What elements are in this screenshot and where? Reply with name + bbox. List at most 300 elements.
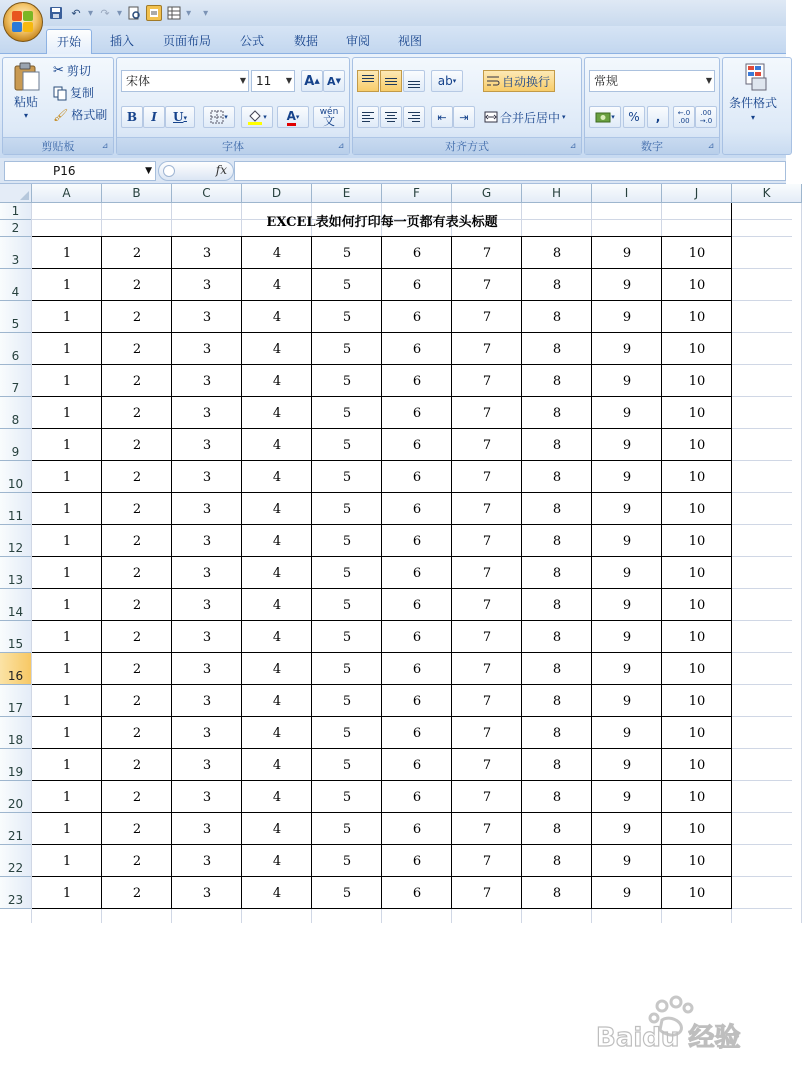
table-cell[interactable]: 2 (132, 598, 142, 613)
table-cell[interactable]: 5 (342, 470, 352, 485)
tab-home[interactable]: 开始 (46, 29, 92, 54)
table-cell[interactable]: 2 (132, 758, 142, 773)
row-header-9[interactable]: 9 (0, 429, 32, 461)
wrap-text-button[interactable] (483, 70, 555, 92)
table-cell[interactable]: 9 (622, 854, 632, 869)
select-all-button[interactable] (0, 184, 32, 203)
table-cell[interactable]: 2 (132, 886, 142, 901)
table-cell[interactable]: 4 (272, 694, 282, 709)
table-cell[interactable]: 1 (62, 246, 72, 261)
column-header-c[interactable]: C (172, 184, 242, 203)
column-header-f[interactable]: F (382, 184, 452, 203)
table-cell[interactable]: 7 (482, 278, 492, 293)
table-cell[interactable]: 8 (552, 630, 562, 645)
phonetic-button[interactable]: wén 文 (313, 106, 345, 128)
table-cell[interactable]: 3 (202, 502, 212, 517)
table-cell[interactable]: 7 (482, 630, 492, 645)
table-cell[interactable]: 4 (272, 886, 282, 901)
table-cell[interactable]: 8 (552, 886, 562, 901)
table-cell[interactable]: 3 (202, 278, 212, 293)
table-cell[interactable]: 5 (342, 374, 352, 389)
table-cell[interactable]: 1 (62, 438, 72, 453)
table-cell[interactable]: 5 (342, 886, 352, 901)
middle-align-button[interactable] (380, 70, 402, 92)
table-cell[interactable]: 9 (622, 278, 632, 293)
table-cell[interactable]: 4 (272, 310, 282, 325)
bold-button[interactable] (121, 106, 143, 128)
table-cell[interactable]: 8 (552, 790, 562, 805)
redo-dropdown-icon[interactable]: ▾ (117, 7, 123, 19)
italic-button[interactable] (143, 106, 165, 128)
table-cell[interactable]: 6 (412, 630, 422, 645)
table-cell[interactable]: 1 (62, 758, 72, 773)
table-cell[interactable]: 4 (272, 406, 282, 421)
fill-color-button[interactable]: ▾ (241, 106, 273, 128)
copy-button[interactable] (53, 84, 94, 101)
table-cell[interactable]: 2 (132, 534, 142, 549)
table-cell[interactable]: 5 (342, 246, 352, 261)
table-cell[interactable]: 1 (62, 534, 72, 549)
form-icon[interactable] (146, 5, 162, 21)
align-center-button[interactable] (380, 106, 402, 128)
table-cell[interactable]: 5 (342, 310, 352, 325)
table-cell[interactable]: 3 (202, 566, 212, 581)
borders-button[interactable]: ▾ (203, 106, 235, 128)
table-cell[interactable]: 2 (132, 630, 142, 645)
table-cell[interactable]: 1 (62, 406, 72, 421)
comma-button[interactable] (647, 106, 669, 128)
table-cell[interactable]: 10 (688, 406, 706, 421)
percent-button[interactable] (623, 106, 645, 128)
tab-data[interactable]: 数据 (293, 34, 318, 48)
table-cell[interactable]: 3 (202, 758, 212, 773)
table-cell[interactable]: 7 (482, 406, 492, 421)
row-header-22[interactable]: 22 (0, 845, 32, 877)
table-cell[interactable]: 8 (552, 310, 562, 325)
table-cell[interactable]: 5 (342, 534, 352, 549)
table-cell[interactable]: 7 (482, 822, 492, 837)
tab-review[interactable]: 审阅 (345, 34, 370, 48)
table-cell[interactable]: 9 (622, 406, 632, 421)
table-cell[interactable]: 3 (202, 630, 212, 645)
table-cell[interactable]: 3 (202, 790, 212, 805)
table-cell[interactable]: 9 (622, 470, 632, 485)
table-cell[interactable]: 1 (62, 566, 72, 581)
table-cell[interactable]: 10 (688, 470, 706, 485)
table-cell[interactable]: 10 (688, 310, 706, 325)
row-header-20[interactable]: 20 (0, 781, 32, 813)
table-cell[interactable]: 10 (688, 598, 706, 613)
column-header-i[interactable]: I (592, 184, 662, 203)
table-cell[interactable]: 9 (622, 726, 632, 741)
table-cell[interactable]: 4 (272, 758, 282, 773)
table-cell[interactable]: 9 (622, 662, 632, 677)
number-launcher-icon[interactable]: ⊿ (707, 141, 715, 150)
align-right-button[interactable] (403, 106, 425, 128)
table-cell[interactable]: 9 (622, 598, 632, 613)
table-cell[interactable]: 6 (412, 854, 422, 869)
row-header-10[interactable]: 10 (0, 461, 32, 493)
table-cell[interactable]: 10 (688, 278, 706, 293)
column-header-h[interactable]: H (522, 184, 592, 203)
table-cell[interactable]: 4 (272, 726, 282, 741)
column-header-k[interactable]: K (732, 184, 802, 203)
table-cell[interactable]: 5 (342, 278, 352, 293)
table-cell[interactable]: 5 (342, 342, 352, 357)
table-cell[interactable]: 7 (482, 310, 492, 325)
table-cell[interactable]: 6 (412, 758, 422, 773)
table-cell[interactable]: 3 (202, 374, 212, 389)
shrink-font-button[interactable]: A ▼ (323, 70, 345, 92)
table-cell[interactable]: 2 (132, 662, 142, 677)
table-cell[interactable]: 4 (272, 246, 282, 261)
alignment-launcher-icon[interactable]: ⊿ (569, 141, 577, 150)
table-cell[interactable]: 2 (132, 502, 142, 517)
table-cell[interactable]: 10 (688, 662, 706, 677)
table-cell[interactable]: 4 (272, 534, 282, 549)
table-title[interactable]: EXCEL表如何打印每一页都有表头标题 (266, 214, 498, 230)
table-cell[interactable]: 3 (202, 726, 212, 741)
table-cell[interactable]: 4 (272, 790, 282, 805)
table-cell[interactable]: 3 (202, 470, 212, 485)
table-cell[interactable]: 5 (342, 726, 352, 741)
table-cell[interactable]: 6 (412, 694, 422, 709)
table-cell[interactable]: 3 (202, 598, 212, 613)
table-cell[interactable]: 3 (202, 854, 212, 869)
table-cell[interactable]: 4 (272, 502, 282, 517)
table-cell[interactable]: 3 (202, 406, 212, 421)
table-cell[interactable]: 9 (622, 310, 632, 325)
column-header-e[interactable]: E (312, 184, 382, 203)
tab-formulas[interactable]: 公式 (239, 34, 264, 48)
undo-icon[interactable]: ↶ (71, 6, 81, 20)
table-cell[interactable]: 7 (482, 342, 492, 357)
conditional-format-button[interactable] (729, 62, 777, 122)
table-cell[interactable]: 6 (412, 406, 422, 421)
table-cell[interactable]: 10 (688, 726, 706, 741)
table-cell[interactable]: 5 (342, 822, 352, 837)
table-cell[interactable]: 8 (552, 726, 562, 741)
table-cell[interactable]: 2 (132, 438, 142, 453)
table-cell[interactable]: 6 (412, 566, 422, 581)
table-cell[interactable]: 1 (62, 470, 72, 485)
table-cell[interactable]: 10 (688, 534, 706, 549)
table-cell[interactable]: 10 (688, 790, 706, 805)
office-button[interactable] (3, 2, 43, 42)
grow-font-button[interactable]: A ▲ (301, 70, 323, 92)
table-cell[interactable]: 8 (552, 566, 562, 581)
table-dropdown-icon[interactable]: ▾ (186, 7, 192, 19)
table-cell[interactable]: 9 (622, 790, 632, 805)
table-cell[interactable]: 4 (272, 822, 282, 837)
table-cell[interactable]: 8 (552, 662, 562, 677)
formula-input[interactable] (234, 161, 786, 181)
table-cell[interactable]: 8 (552, 406, 562, 421)
tab-page-layout[interactable]: 页面布局 (162, 34, 211, 48)
merge-center-button[interactable]: 合并后居中 ▾ (483, 106, 577, 128)
table-cell[interactable]: 8 (552, 470, 562, 485)
table-cell[interactable]: 7 (482, 758, 492, 773)
table-cell[interactable]: 7 (482, 790, 492, 805)
table-cell[interactable]: 9 (622, 694, 632, 709)
print-preview-icon[interactable] (126, 5, 142, 21)
format-painter-button[interactable] (53, 106, 107, 123)
font-launcher-icon[interactable]: ⊿ (337, 141, 345, 150)
table-cell[interactable]: 3 (202, 886, 212, 901)
table-cell[interactable]: 3 (202, 534, 212, 549)
row-header-14[interactable]: 14 (0, 589, 32, 621)
table-cell[interactable]: 2 (132, 566, 142, 581)
table-cell[interactable]: 2 (132, 694, 142, 709)
decrease-indent-button[interactable] (431, 106, 453, 128)
table-cell[interactable]: 2 (132, 310, 142, 325)
table-cell[interactable]: 9 (622, 822, 632, 837)
table-cell[interactable]: 4 (272, 598, 282, 613)
table-cell[interactable]: 5 (342, 438, 352, 453)
table-cell[interactable]: 9 (622, 886, 632, 901)
table-cell[interactable]: 3 (202, 694, 212, 709)
column-header-d[interactable]: D (242, 184, 312, 203)
table-cell[interactable]: 6 (412, 502, 422, 517)
table-cell[interactable]: 7 (482, 246, 492, 261)
table-cell[interactable]: 1 (62, 662, 72, 677)
table-cell[interactable]: 6 (412, 662, 422, 677)
table-cell[interactable]: 2 (132, 854, 142, 869)
table-cell[interactable]: 10 (688, 246, 706, 261)
table-cell[interactable]: 5 (342, 694, 352, 709)
table-cell[interactable]: 1 (62, 630, 72, 645)
table-cell[interactable]: 1 (62, 502, 72, 517)
cell-grid[interactable] (32, 203, 792, 903)
table-cell[interactable]: 4 (272, 278, 282, 293)
table-cell[interactable]: 5 (342, 662, 352, 677)
table-cell[interactable]: 6 (412, 822, 422, 837)
column-header-j[interactable]: J (662, 184, 732, 203)
table-cell[interactable]: 3 (202, 246, 212, 261)
table-cell[interactable]: 2 (132, 470, 142, 485)
table-cell[interactable]: 6 (412, 374, 422, 389)
table-cell[interactable]: 6 (412, 342, 422, 357)
table-cell[interactable]: 9 (622, 502, 632, 517)
table-cell[interactable]: 6 (412, 470, 422, 485)
row-header-3[interactable]: 3 (0, 237, 32, 269)
table-cell[interactable]: 10 (688, 822, 706, 837)
table-cell[interactable]: 2 (132, 822, 142, 837)
table-cell[interactable]: 1 (62, 278, 72, 293)
table-cell[interactable]: 5 (342, 854, 352, 869)
table-cell[interactable]: 5 (342, 598, 352, 613)
customize-icon[interactable]: ▾ (203, 7, 209, 19)
font-size-select[interactable] (251, 70, 295, 92)
table-cell[interactable]: 8 (552, 502, 562, 517)
cut-button[interactable] (53, 62, 91, 79)
table-cell[interactable]: 1 (62, 374, 72, 389)
table-cell[interactable]: 4 (272, 342, 282, 357)
table-cell[interactable]: 10 (688, 502, 706, 517)
table-cell[interactable]: 7 (482, 694, 492, 709)
table-cell[interactable]: 8 (552, 534, 562, 549)
font-color-button[interactable]: A ▾ (277, 106, 309, 128)
column-header-g[interactable]: G (452, 184, 522, 203)
table-cell[interactable]: 6 (412, 598, 422, 613)
table-cell[interactable]: 10 (688, 566, 706, 581)
table-icon[interactable] (166, 5, 182, 21)
table-cell[interactable]: 3 (202, 822, 212, 837)
decrease-decimal-button[interactable] (695, 106, 717, 128)
save-icon[interactable] (48, 5, 64, 21)
row-header-13[interactable]: 13 (0, 557, 32, 589)
column-header-a[interactable]: A (32, 184, 102, 203)
increase-decimal-button[interactable] (673, 106, 695, 128)
table-cell[interactable]: 3 (202, 310, 212, 325)
table-cell[interactable]: 1 (62, 310, 72, 325)
table-cell[interactable]: 1 (62, 342, 72, 357)
bottom-align-button[interactable] (403, 70, 425, 92)
row-header-18[interactable]: 18 (0, 717, 32, 749)
table-cell[interactable]: 10 (688, 630, 706, 645)
table-cell[interactable]: 9 (622, 246, 632, 261)
tab-view[interactable]: 视图 (397, 34, 422, 48)
increase-indent-button[interactable] (453, 106, 475, 128)
table-cell[interactable]: 2 (132, 406, 142, 421)
table-cell[interactable]: 8 (552, 438, 562, 453)
table-cell[interactable]: 7 (482, 502, 492, 517)
row-header-1[interactable]: 1 (0, 203, 32, 220)
table-cell[interactable]: 8 (552, 342, 562, 357)
table-cell[interactable]: 5 (342, 758, 352, 773)
redo-icon[interactable]: ↷ (100, 6, 110, 20)
table-cell[interactable]: 7 (482, 598, 492, 613)
table-cell[interactable]: 6 (412, 886, 422, 901)
table-cell[interactable]: 5 (342, 406, 352, 421)
name-box[interactable] (4, 161, 156, 181)
table-cell[interactable]: 2 (132, 278, 142, 293)
table-cell[interactable]: 1 (62, 726, 72, 741)
row-header-17[interactable]: 17 (0, 685, 32, 717)
table-cell[interactable]: 2 (132, 790, 142, 805)
table-cell[interactable]: 10 (688, 886, 706, 901)
table-cell[interactable]: 5 (342, 502, 352, 517)
table-cell[interactable]: 6 (412, 790, 422, 805)
row-header-6[interactable]: 6 (0, 333, 32, 365)
table-cell[interactable]: 5 (342, 790, 352, 805)
table-cell[interactable]: 6 (412, 534, 422, 549)
table-cell[interactable]: 2 (132, 726, 142, 741)
table-cell[interactable]: 8 (552, 694, 562, 709)
table-cell[interactable]: 7 (482, 470, 492, 485)
table-cell[interactable]: 2 (132, 246, 142, 261)
table-cell[interactable]: 8 (552, 598, 562, 613)
table-cell[interactable]: 9 (622, 342, 632, 357)
row-header-16[interactable]: 16 (0, 653, 32, 685)
paste-button[interactable] (9, 62, 43, 120)
underline-button[interactable]: U ▾ (165, 106, 195, 128)
table-cell[interactable]: 10 (688, 854, 706, 869)
number-format-select[interactable] (589, 70, 715, 92)
table-cell[interactable]: 7 (482, 662, 492, 677)
table-cell[interactable]: 6 (412, 310, 422, 325)
table-cell[interactable]: 4 (272, 438, 282, 453)
orientation-button[interactable]: ab ▾ (431, 70, 463, 92)
table-cell[interactable]: 8 (552, 758, 562, 773)
row-header-4[interactable]: 4 (0, 269, 32, 301)
row-header-2[interactable]: 2 (0, 220, 32, 237)
table-cell[interactable]: 6 (412, 246, 422, 261)
table-cell[interactable]: 6 (412, 726, 422, 741)
table-cell[interactable]: 7 (482, 566, 492, 581)
table-cell[interactable]: 2 (132, 374, 142, 389)
table-cell[interactable]: 1 (62, 886, 72, 901)
resize-handle-icon[interactable] (163, 165, 175, 177)
table-cell[interactable]: 8 (552, 374, 562, 389)
undo-dropdown-icon[interactable]: ▾ (88, 7, 94, 19)
row-header-23[interactable]: 23 (0, 877, 32, 909)
column-header-b[interactable]: B (102, 184, 172, 203)
table-cell[interactable]: 6 (412, 438, 422, 453)
table-cell[interactable]: 6 (412, 278, 422, 293)
table-cell[interactable]: 1 (62, 790, 72, 805)
table-cell[interactable]: 10 (688, 438, 706, 453)
table-cell[interactable]: 8 (552, 278, 562, 293)
table-cell[interactable]: 1 (62, 694, 72, 709)
top-align-button[interactable] (357, 70, 379, 92)
row-header-19[interactable]: 19 (0, 749, 32, 781)
row-header-8[interactable]: 8 (0, 397, 32, 429)
table-cell[interactable]: 1 (62, 598, 72, 613)
accounting-format-button[interactable]: ▾ (589, 106, 621, 128)
table-cell[interactable]: 9 (622, 566, 632, 581)
table-cell[interactable]: 7 (482, 438, 492, 453)
table-cell[interactable]: 9 (622, 438, 632, 453)
table-cell[interactable]: 3 (202, 342, 212, 357)
row-header-21[interactable]: 21 (0, 813, 32, 845)
table-cell[interactable]: 7 (482, 726, 492, 741)
table-cell[interactable]: 1 (62, 822, 72, 837)
table-cell[interactable]: 2 (132, 342, 142, 357)
table-cell[interactable]: 7 (482, 374, 492, 389)
table-cell[interactable]: 1 (62, 854, 72, 869)
clipboard-launcher-icon[interactable]: ⊿ (101, 141, 109, 150)
table-cell[interactable]: 10 (688, 342, 706, 357)
table-cell[interactable]: 4 (272, 470, 282, 485)
table-cell[interactable]: 4 (272, 662, 282, 677)
tab-insert[interactable]: 插入 (109, 34, 134, 48)
table-cell[interactable]: 5 (342, 566, 352, 581)
table-cell[interactable]: 8 (552, 822, 562, 837)
table-cell[interactable]: 9 (622, 630, 632, 645)
row-header-5[interactable]: 5 (0, 301, 32, 333)
table-cell[interactable]: 7 (482, 854, 492, 869)
table-cell[interactable]: 7 (482, 886, 492, 901)
row-header-12[interactable]: 12 (0, 525, 32, 557)
row-header-7[interactable]: 7 (0, 365, 32, 397)
table-cell[interactable]: 10 (688, 374, 706, 389)
table-cell[interactable]: 10 (688, 758, 706, 773)
table-cell[interactable]: 4 (272, 630, 282, 645)
table-cell[interactable]: 3 (202, 438, 212, 453)
row-header-15[interactable]: 15 (0, 621, 32, 653)
table-cell[interactable]: 5 (342, 630, 352, 645)
row-header-11[interactable]: 11 (0, 493, 32, 525)
table-cell[interactable]: 8 (552, 854, 562, 869)
table-cell[interactable]: 9 (622, 534, 632, 549)
font-name-select[interactable] (121, 70, 249, 92)
table-cell[interactable]: 4 (272, 566, 282, 581)
table-cell[interactable]: 10 (688, 694, 706, 709)
table-cell[interactable]: 4 (272, 374, 282, 389)
table-cell[interactable]: 9 (622, 758, 632, 773)
table-cell[interactable]: 3 (202, 662, 212, 677)
